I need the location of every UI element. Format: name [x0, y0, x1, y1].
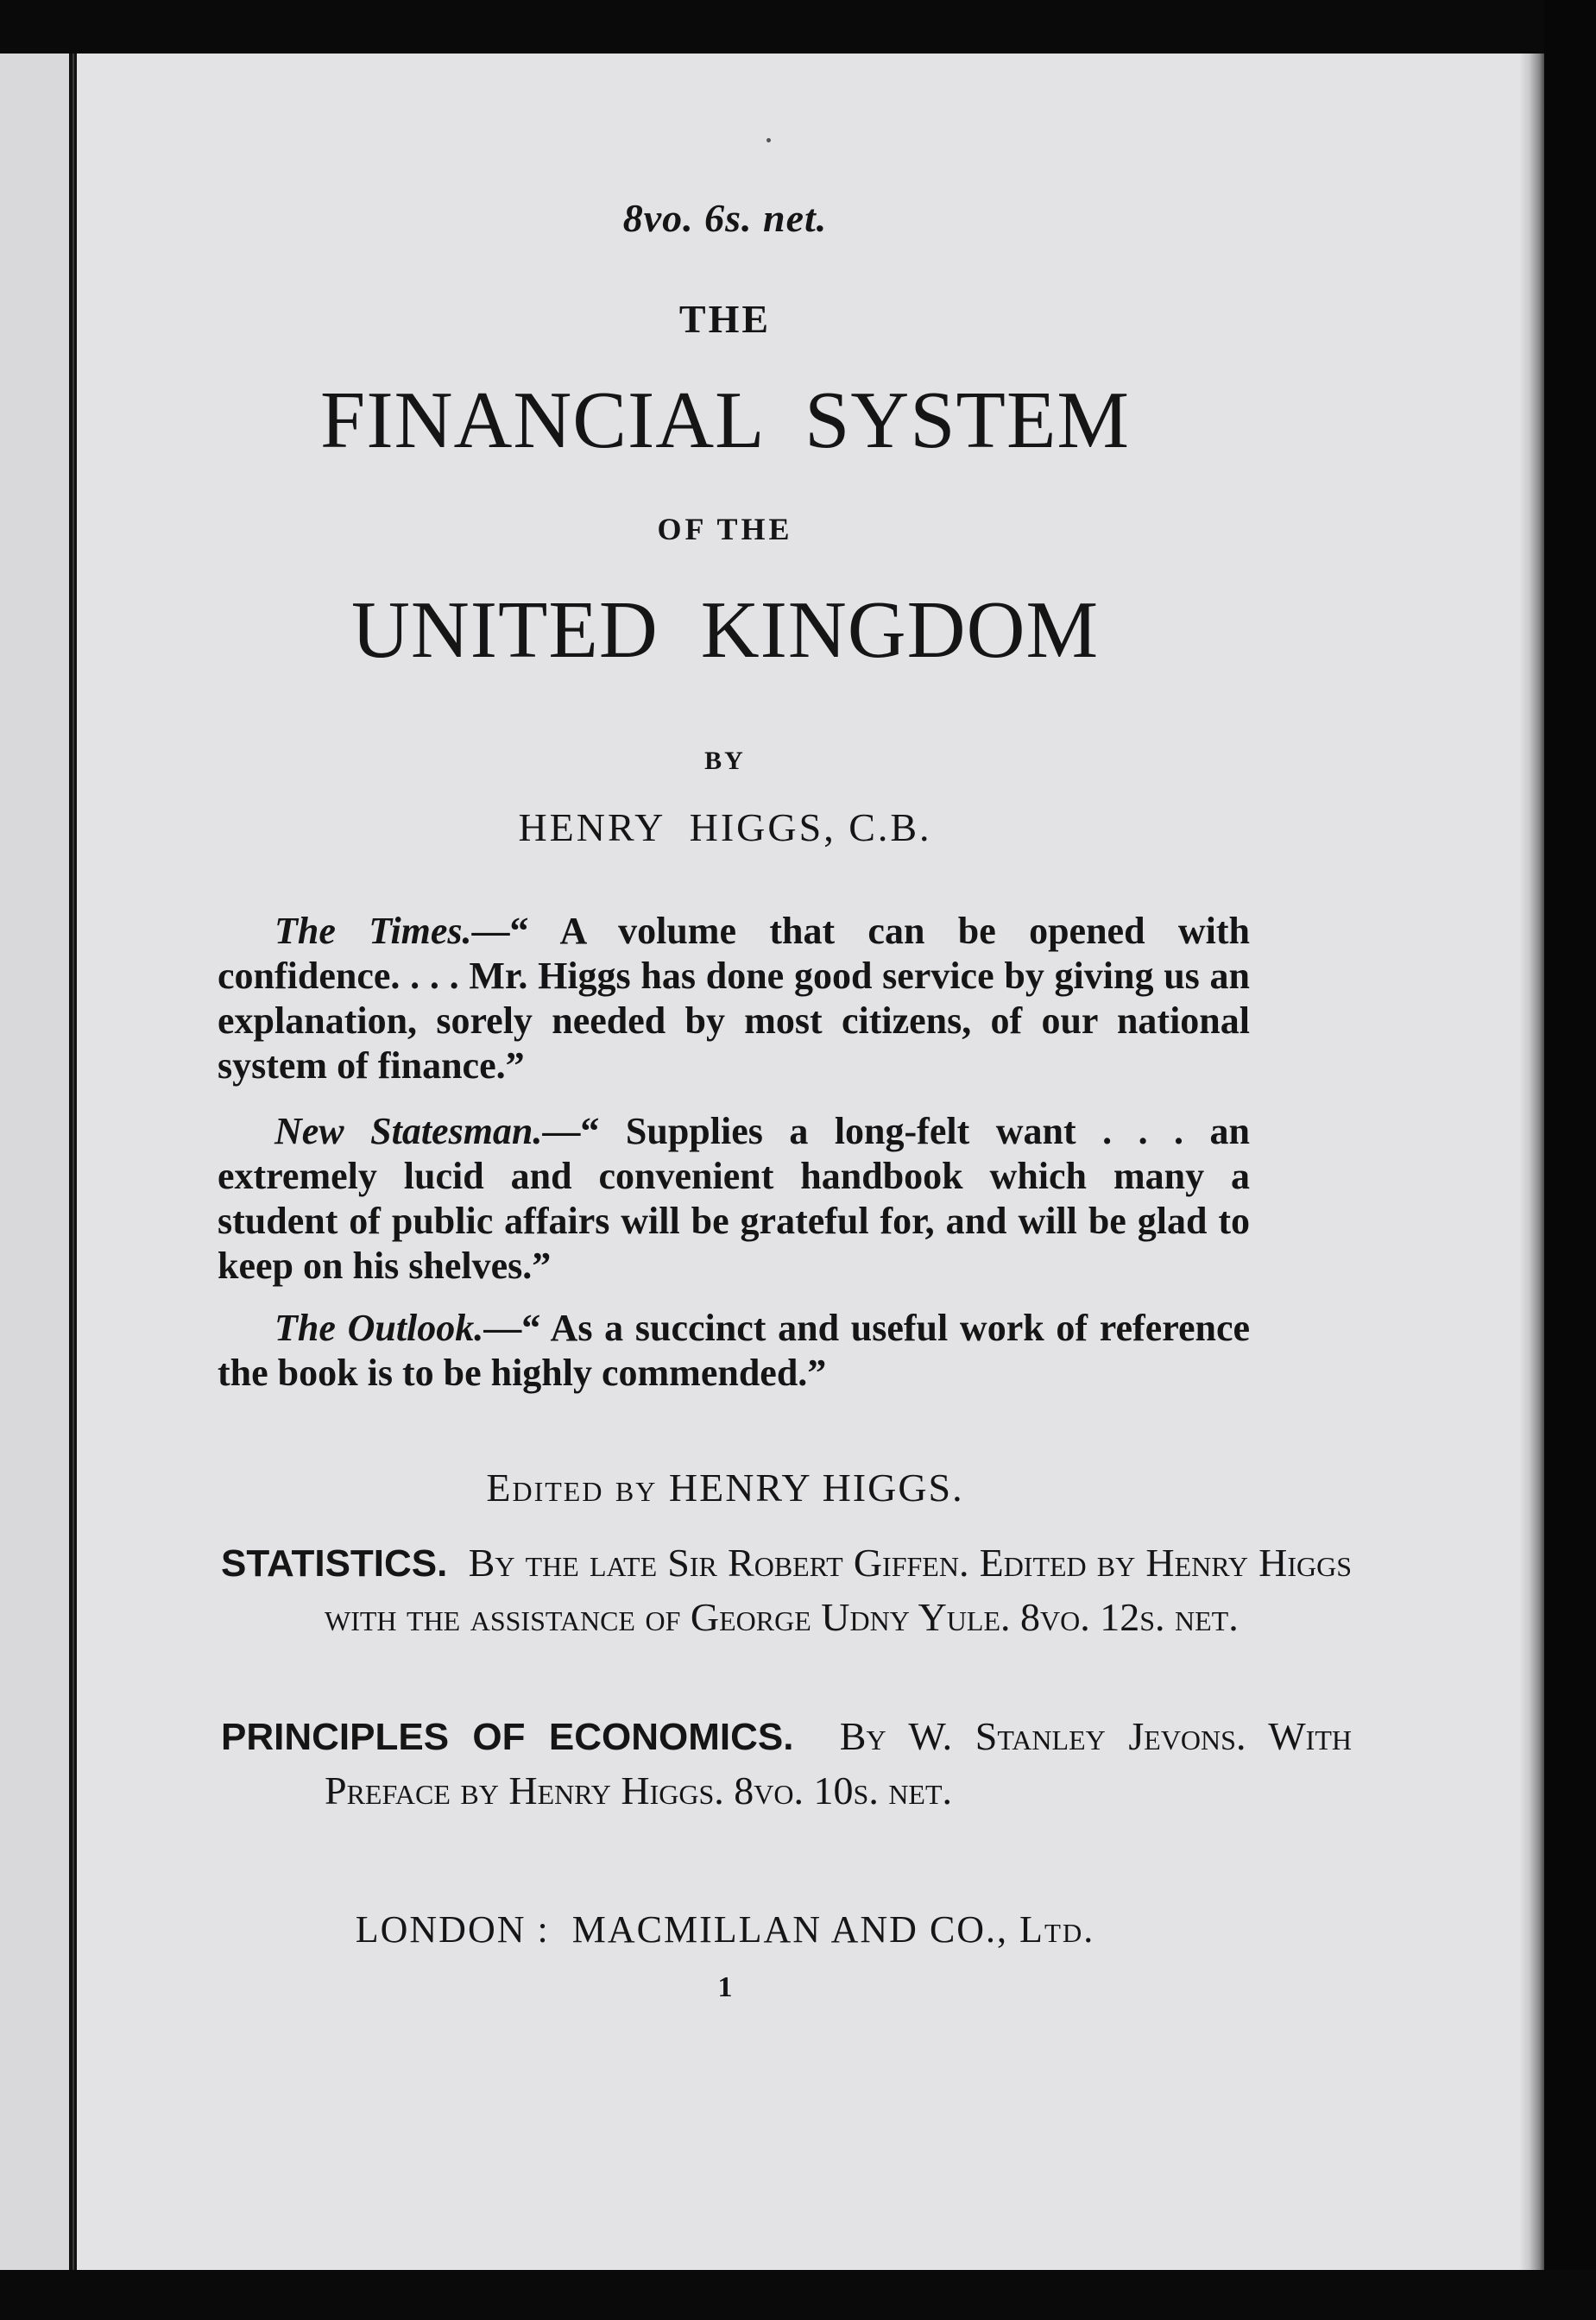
scan-right-border [1544, 0, 1596, 2320]
book-entry-statistics [221, 1536, 1352, 1644]
scan-top-border [0, 0, 1596, 54]
book-entry-principles-of-economics [221, 1710, 1352, 1818]
review-source: The Times. [274, 910, 472, 952]
page-gutter [69, 54, 77, 2270]
format-price-line: 8vo. 6s. net. [622, 196, 828, 240]
paper-speck [766, 138, 771, 142]
review-quote: “ Supplies a long-felt want . . . an extremely lucid and convenient handbook which many a student of public affairs will be grateful for, and will be glad to keep on his shelves.” [218, 1110, 1250, 1287]
page-right-edge [1519, 54, 1544, 2270]
review-dash: — [483, 1307, 522, 1349]
review-new-statesman [218, 1109, 1250, 1289]
review-the-times [218, 909, 1250, 1088]
book-entry-description: By the late Sir Robert Giffen. Edited by Henry Higgs with the assistance of George Udny Yule. 8vo. 12s. net. [325, 1541, 1352, 1639]
scan-bottom-border [0, 2270, 1596, 2320]
review-quote: “ A volume that can be opened with confidence. . . . Mr. Higgs has done good service by giving us an explanation, sorely needed by most citizens, of our national system of finance.” [218, 910, 1250, 1087]
review-source: The Outlook. [274, 1307, 484, 1349]
page-number: 1 [717, 1971, 733, 2003]
review-dash: — [542, 1110, 581, 1152]
title-of-the: OF THE [657, 512, 793, 546]
review-quote: “ As a succinct and useful work of reference the book is to be highly commended.” [218, 1307, 1250, 1394]
review-source: New Statesman. [274, 1110, 543, 1152]
review-the-outlook [218, 1306, 1250, 1396]
author-by-label: BY [704, 747, 746, 775]
book-title-country: UNITED KINGDOM [350, 585, 1100, 675]
facing-page-edge [0, 54, 69, 2270]
edited-by-heading: Edited by HENRY HIGGS. [486, 1466, 964, 1510]
title-the: THE [678, 297, 772, 341]
review-dash: — [471, 910, 510, 952]
book-entry-title: PRINCIPLES OF ECONOMICS. [221, 1716, 794, 1758]
book-title-main: FINANCIAL SYSTEM [320, 375, 1130, 465]
book-entry-description: By W. Stanley Jevons. With Preface by Henry Higgs. 8vo. 10s. net. [325, 1714, 1352, 1812]
author-name: HENRY HIGGS, C.B. [518, 805, 932, 849]
publisher-imprint: LONDON : MACMILLAN AND CO., Ltd. [355, 1908, 1095, 1951]
book-entry-title: STATISTICS. [221, 1542, 448, 1585]
